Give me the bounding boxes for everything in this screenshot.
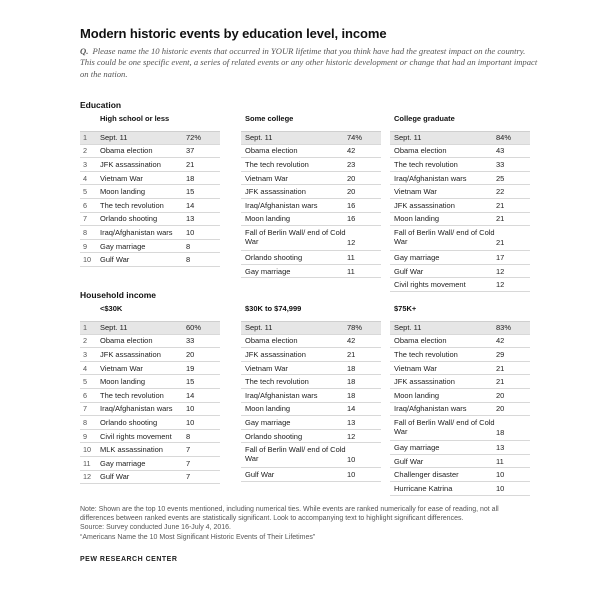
table-row — [241, 226, 381, 251]
table-row — [80, 457, 220, 471]
row-event: The tech revolution — [245, 377, 309, 387]
row-event: Vietnam War — [245, 363, 288, 373]
table-row — [390, 213, 530, 227]
row-value: 13 — [496, 442, 505, 452]
table-row — [390, 375, 530, 389]
column-header: College graduate — [394, 114, 455, 123]
table-row — [80, 240, 220, 254]
row-rank: 9 — [83, 241, 88, 251]
row-event: Moon landing — [245, 214, 291, 224]
row-value: 14 — [186, 390, 195, 400]
row-value: 12 — [347, 431, 356, 441]
row-event: Iraq/Afghanistan wars — [100, 404, 173, 414]
table-row — [241, 185, 381, 199]
row-value: 10 — [186, 404, 195, 414]
row-value: 15 — [186, 377, 195, 387]
source-label: PEW RESEARCH CENTER — [80, 556, 178, 563]
row-event: Iraq/Afghanistan wars — [245, 200, 318, 210]
row-event: Fall of Berlin Wall/ end of Cold War — [245, 228, 346, 247]
row-event: JFK assassination — [100, 159, 161, 169]
row-value: 11 — [347, 252, 355, 262]
question-label: Q. — [80, 46, 89, 56]
row-value: 11 — [347, 266, 355, 276]
row-value: 8 — [186, 241, 191, 251]
row-event: Gay marriage — [245, 417, 291, 427]
table-rows — [80, 131, 220, 267]
table-row — [80, 321, 220, 335]
row-event: The tech revolution — [394, 349, 458, 359]
row-value: 17 — [496, 252, 505, 262]
table-row — [241, 213, 381, 227]
row-value: 21 — [496, 238, 505, 248]
row-rank: 5 — [83, 187, 88, 197]
row-event: Gay marriage — [100, 458, 146, 468]
row-event: JFK assassination — [245, 349, 306, 359]
row-value: 8 — [186, 255, 191, 265]
row-event: Vietnam War — [245, 173, 288, 183]
row-event: Vietnam War — [394, 363, 437, 373]
income-75k-plus-table — [390, 303, 530, 496]
table-row — [80, 335, 220, 349]
row-event: MLK assassination — [100, 445, 163, 455]
table-row — [241, 335, 381, 349]
row-rank: 4 — [83, 363, 88, 373]
row-rank: 8 — [83, 417, 88, 427]
table-row — [80, 172, 220, 186]
table-row — [390, 251, 530, 265]
table-row — [390, 278, 530, 292]
education-college-graduate-table — [390, 113, 530, 292]
table-row — [80, 416, 220, 430]
table-row — [80, 158, 220, 172]
page-title: Modern historic events by education level, income — [80, 26, 387, 41]
row-event: Gulf War — [245, 470, 275, 480]
row-event: Vietnam War — [100, 173, 143, 183]
table-row — [390, 441, 530, 455]
row-event: Vietnam War — [394, 187, 437, 197]
row-event: Fall of Berlin Wall/ end of Cold War — [245, 445, 346, 464]
row-value: 10 — [347, 455, 356, 465]
table-row — [390, 185, 530, 199]
row-value: 43 — [496, 146, 505, 156]
row-value: 78% — [347, 323, 363, 333]
question-text: Please name the 10 historic events that occurred in YOUR lifetime that you think have had the greatest impact on the country. This could be one specific event, a series of related events or any other historic development or change that had an important impact on the nation. — [80, 46, 538, 79]
row-rank: 3 — [83, 159, 88, 169]
table-row — [80, 389, 220, 403]
footnote — [80, 505, 530, 542]
table-rows — [241, 321, 381, 482]
table-row — [80, 430, 220, 444]
row-value: 7 — [186, 472, 191, 482]
column-header: $30K to $74,999 — [245, 304, 302, 313]
row-value: 33 — [496, 159, 505, 169]
table-row — [241, 375, 381, 389]
row-value: 84% — [496, 133, 512, 143]
row-event: Iraq/Afghanistan wars — [245, 390, 318, 400]
row-event: Gulf War — [394, 456, 424, 466]
table-row — [241, 430, 381, 444]
row-rank: 6 — [83, 200, 88, 210]
education-some-college-table — [241, 113, 381, 278]
table-row — [390, 455, 530, 469]
education-high-school-table — [80, 113, 220, 267]
row-event: Sept. 11 — [100, 323, 128, 333]
row-event: Challenger disaster — [394, 470, 459, 480]
table-row — [241, 251, 381, 265]
row-event: Moon landing — [245, 404, 291, 414]
row-value: 18 — [347, 390, 356, 400]
row-rank: 6 — [83, 390, 88, 400]
row-rank: 1 — [83, 133, 88, 143]
section-label-income: Household income — [80, 290, 157, 300]
row-event: Gay marriage — [394, 442, 440, 452]
table-row — [241, 158, 381, 172]
row-value: 12 — [496, 266, 505, 276]
row-value: 13 — [347, 417, 356, 427]
table-rows — [80, 321, 220, 484]
table-rows — [241, 131, 381, 278]
row-value: 72% — [186, 133, 202, 143]
row-event: Moon landing — [394, 390, 440, 400]
income-under-30k-table — [80, 303, 220, 484]
row-event: Fall of Berlin Wall/ end of Cold War — [394, 228, 495, 247]
table-row — [241, 172, 381, 186]
row-value: 21 — [347, 349, 356, 359]
row-value: 16 — [347, 200, 356, 210]
row-value: 21 — [496, 200, 505, 210]
row-value: 10 — [496, 483, 505, 493]
row-event: Iraq/Afghanistan wars — [100, 227, 173, 237]
row-value: 42 — [347, 146, 356, 156]
row-value: 20 — [347, 187, 356, 197]
row-rank: 10 — [83, 445, 92, 455]
footnote-survey: Source: Survey conducted June 16-July 4, 2016. — [80, 524, 231, 532]
table-row — [390, 265, 530, 279]
table-row — [80, 253, 220, 267]
row-value: 20 — [496, 390, 505, 400]
row-value: 10 — [496, 470, 505, 480]
section-label-education: Education — [80, 100, 122, 110]
row-event: JFK assassination — [394, 377, 455, 387]
row-value: 8 — [186, 431, 191, 441]
table-row — [241, 416, 381, 430]
survey-question — [80, 46, 540, 80]
table-row — [390, 362, 530, 376]
row-value: 20 — [347, 173, 356, 183]
income-30k-75k-table — [241, 303, 381, 482]
table-row — [390, 348, 530, 362]
row-value: 7 — [186, 445, 191, 455]
row-value: 10 — [347, 470, 356, 480]
row-rank: 7 — [83, 404, 88, 414]
footnote-report: “Americans Name the 10 Most Significant Historic Events of Their Lifetimes” — [80, 533, 316, 541]
row-event: Sept. 11 — [394, 133, 422, 143]
table-row — [80, 471, 220, 485]
row-event: Orlando shooting — [100, 417, 158, 427]
table-row — [241, 362, 381, 376]
row-event: Civil rights movement — [394, 280, 466, 290]
table-row — [390, 482, 530, 496]
row-rank: 5 — [83, 377, 88, 387]
row-event: The tech revolution — [100, 390, 164, 400]
row-event: Gulf War — [394, 266, 424, 276]
row-rank: 12 — [83, 472, 92, 482]
table-row — [390, 403, 530, 417]
row-rank: 10 — [83, 255, 92, 265]
row-event: Moon landing — [394, 214, 440, 224]
table-row — [80, 185, 220, 199]
row-value: 60% — [186, 323, 202, 333]
row-event: Sept. 11 — [245, 323, 273, 333]
row-event: Moon landing — [100, 377, 146, 387]
table-row — [80, 403, 220, 417]
table-row — [390, 158, 530, 172]
table-row — [80, 131, 220, 145]
column-header: High school or less — [100, 114, 170, 123]
row-rank: 8 — [83, 227, 88, 237]
row-value: 14 — [347, 404, 356, 414]
row-event: The tech revolution — [100, 200, 164, 210]
row-event: Vietnam War — [100, 363, 143, 373]
column-header: $75K+ — [394, 304, 417, 313]
row-event: Sept. 11 — [394, 323, 422, 333]
row-event: Hurricane Katrina — [394, 483, 453, 493]
row-rank: 11 — [83, 458, 91, 468]
row-value: 18 — [347, 363, 356, 373]
table-row — [80, 375, 220, 389]
row-value: 18 — [347, 377, 356, 387]
row-event: Obama election — [100, 336, 153, 346]
row-value: 74% — [347, 133, 363, 143]
row-value: 19 — [186, 363, 195, 373]
row-value: 16 — [347, 214, 356, 224]
row-rank: 9 — [83, 431, 88, 441]
table-rows — [390, 321, 530, 496]
row-event: Iraq/Afghanistan wars — [394, 173, 467, 183]
row-value: 20 — [496, 404, 505, 414]
row-value: 29 — [496, 349, 505, 359]
row-event: Orlando shooting — [245, 431, 303, 441]
row-value: 18 — [186, 173, 195, 183]
row-value: 21 — [496, 377, 505, 387]
row-event: Gulf War — [100, 255, 130, 265]
row-event: Obama election — [394, 146, 447, 156]
table-row — [241, 443, 381, 468]
table-row — [390, 131, 530, 145]
row-value: 42 — [496, 336, 505, 346]
table-row — [241, 145, 381, 159]
table-row — [241, 403, 381, 417]
row-event: JFK assassination — [245, 187, 306, 197]
row-event: JFK assassination — [100, 349, 161, 359]
column-header: <$30K — [100, 304, 123, 313]
row-rank: 2 — [83, 336, 88, 346]
row-value: 18 — [496, 428, 505, 438]
table-row — [241, 199, 381, 213]
row-event: JFK assassination — [394, 200, 455, 210]
table-row — [241, 265, 381, 279]
row-value: 7 — [186, 458, 191, 468]
table-row — [390, 226, 530, 251]
row-value: 10 — [186, 417, 195, 427]
row-event: The tech revolution — [245, 159, 309, 169]
table-row — [80, 145, 220, 159]
row-event: Sept. 11 — [100, 133, 128, 143]
table-row — [390, 321, 530, 335]
row-value: 37 — [186, 146, 195, 156]
table-row — [80, 348, 220, 362]
column-header: Some college — [245, 114, 294, 123]
row-event: Orlando shooting — [100, 214, 158, 224]
row-value: 12 — [347, 238, 356, 248]
row-value: 21 — [496, 214, 505, 224]
table-row — [390, 172, 530, 186]
table-row — [390, 468, 530, 482]
row-event: Gay marriage — [394, 252, 440, 262]
row-rank: 2 — [83, 146, 88, 156]
row-event: Gay marriage — [245, 266, 291, 276]
table-row — [390, 145, 530, 159]
row-event: Obama election — [100, 146, 153, 156]
row-event: Gay marriage — [100, 241, 146, 251]
row-event: Sept. 11 — [245, 133, 273, 143]
table-row — [80, 443, 220, 457]
table-row — [390, 416, 530, 441]
table-rows — [390, 131, 530, 292]
row-event: Civil rights movement — [100, 431, 172, 441]
row-value: 21 — [496, 363, 505, 373]
row-event: Obama election — [245, 336, 298, 346]
row-rank: 3 — [83, 349, 88, 359]
row-event: Iraq/Afghanistan wars — [394, 404, 467, 414]
table-row — [241, 468, 381, 482]
row-value: 33 — [186, 336, 195, 346]
row-value: 83% — [496, 323, 512, 333]
row-value: 22 — [496, 187, 505, 197]
table-row — [241, 321, 381, 335]
row-value: 11 — [496, 456, 504, 466]
table-row — [390, 335, 530, 349]
row-value: 10 — [186, 227, 195, 237]
table-row — [241, 348, 381, 362]
row-value: 42 — [347, 336, 356, 346]
row-event: Moon landing — [100, 187, 146, 197]
row-event: Fall of Berlin Wall/ end of Cold War — [394, 418, 495, 437]
footnote-note: Note: Shown are the top 10 events mentioned, including numerical ties. While events are ranked numerically for ease of reading, not all differences between ranked events are statistically significant. Look to accompanying text to highlight significant differences. — [80, 506, 499, 523]
row-value: 15 — [186, 187, 195, 197]
table-row — [241, 389, 381, 403]
table-row — [80, 213, 220, 227]
row-event: Gulf War — [100, 472, 130, 482]
table-row — [80, 362, 220, 376]
row-value: 20 — [186, 349, 195, 359]
row-value: 25 — [496, 173, 505, 183]
row-rank: 1 — [83, 323, 88, 333]
row-value: 13 — [186, 214, 195, 224]
row-event: Obama election — [245, 146, 298, 156]
row-value: 14 — [186, 200, 195, 210]
table-row — [390, 389, 530, 403]
row-value: 23 — [347, 159, 356, 169]
row-event: The tech revolution — [394, 159, 458, 169]
row-rank: 7 — [83, 214, 88, 224]
table-row — [80, 226, 220, 240]
table-row — [390, 199, 530, 213]
table-row — [80, 199, 220, 213]
row-event: Orlando shooting — [245, 252, 303, 262]
row-event: Obama election — [394, 336, 447, 346]
table-row — [241, 131, 381, 145]
row-rank: 4 — [83, 173, 88, 183]
row-value: 12 — [496, 280, 505, 290]
row-value: 21 — [186, 159, 195, 169]
